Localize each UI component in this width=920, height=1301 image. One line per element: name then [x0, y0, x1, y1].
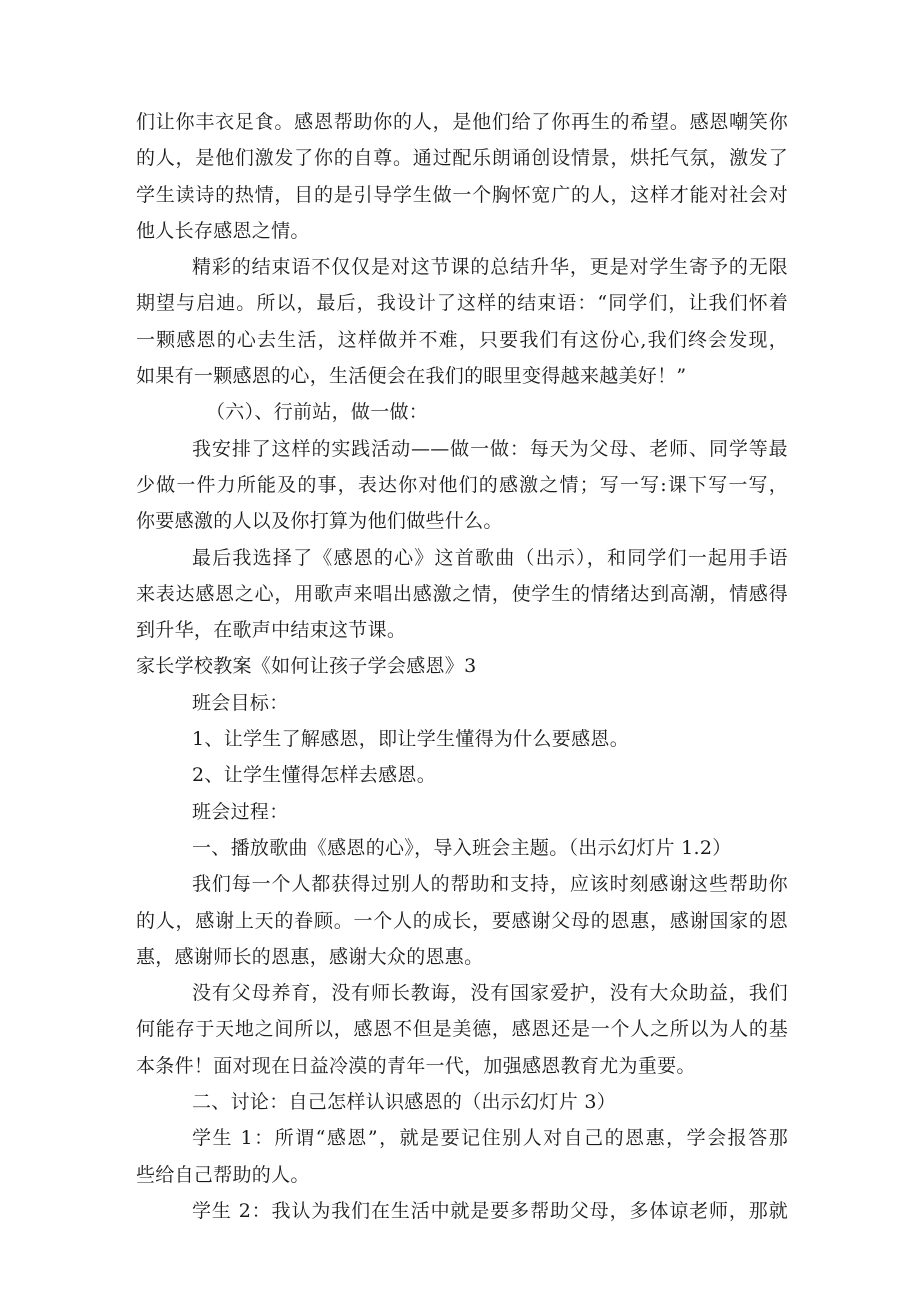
text-line: 的人，感谢上天的眷顾。一个人的成长，要感谢父母的恩惠，感谢国家的恩	[136, 909, 788, 932]
document-page	[136, 104, 788, 1229]
text-line: 的人，是他们激发了你的自尊。通过配乐朗诵创设情景，烘托气氛，激发了	[136, 147, 788, 170]
paragraph-first-line: 学生 1：所谓“感恩”，就是要记住别人对自己的恩惠，学会报答那	[192, 1127, 788, 1150]
paragraph-first-line: 精彩的结束语不仅仅是对这节课的总结升华，更是对学生寄予的无限	[192, 256, 788, 279]
text-line: 他人长存感恩之情。	[136, 219, 310, 242]
section-heading: 一、播放歌曲《感恩的心》，导入班会主题。（出示幻灯片 1.2）	[192, 836, 732, 859]
list-item: 2、让学生懂得怎样去感恩。	[192, 764, 436, 787]
text-line: 期望与启迪。所以，最后，我设计了这样的结束语：“同学们，让我们怀着	[136, 292, 788, 315]
document-title: 家长学校教案《如何让孩子学会感恩》3	[136, 655, 477, 678]
text-line: 何能存于天地之间所以，感恩不但是美德，感恩还是一个人之所以为人的基	[136, 1018, 788, 1041]
text-line: 学生读诗的热情，目的是引导学生做一个胸怀宽广的人，这样才能对社会对	[136, 183, 788, 206]
text-line: 本条件！面对现在日益冷漠的青年一代，加强感恩教育尤为重要。	[136, 1054, 696, 1077]
text-line: 如果有一颗感恩的心，生活便会在我们的眼里变得越来越美好！”	[136, 365, 687, 388]
paragraph-first-line: 没有父母养育，没有师长教诲，没有国家爱护，没有大众助益，我们	[192, 982, 788, 1005]
text-line: 来表达感恩之心，用歌声来唱出感激之情，使学生的情绪达到高潮，情感得	[136, 582, 788, 605]
section-heading: 班会过程：	[192, 800, 289, 823]
section-heading: 二、讨论：自己怎样认识感恩的（出示幻灯片 3）	[192, 1091, 617, 1114]
paragraph-first-line: 我们每一个人都获得过别人的帮助和支持，应该时刻感谢这些帮助你	[192, 873, 788, 896]
text-line: 一颗感恩的心去生活，这样做并不难，只要我们有这份心,我们终会发现，	[136, 328, 788, 351]
paragraph-first-line: 我安排了这样的实践活动——做一做：每天为父母、老师、同学等最	[192, 437, 788, 460]
section-heading: 班会目标：	[192, 691, 289, 714]
list-item: 1、让学生了解感恩，即让学生懂得为什么要感恩。	[192, 728, 629, 751]
paragraph-first-line: 最后我选择了《感恩的心》这首歌曲（出示），和同学们一起用手语	[192, 546, 788, 569]
text-line: 你要感激的人以及你打算为他们做些什么。	[136, 510, 503, 533]
text-line: 些给自己帮助的人。	[136, 1163, 310, 1186]
text-line: 惠，感谢师长的恩惠，感谢大众的恩惠。	[136, 945, 484, 968]
paragraph-first-line: 学生 2：我认为我们在生活中就是要多帮助父母，多体谅老师，那就	[192, 1199, 788, 1222]
text-line: 到升华，在歌声中结束这节课。	[136, 619, 407, 642]
text-line: 少做一件力所能及的事，表达你对他们的感激之情；写一写:课下写一写，	[136, 473, 788, 496]
text-line: 们让你丰衣足食。感恩帮助你的人，是他们给了你再生的希望。感恩嘲笑你	[136, 111, 788, 133]
section-heading: （六）、行前站，做一做：	[206, 401, 429, 424]
